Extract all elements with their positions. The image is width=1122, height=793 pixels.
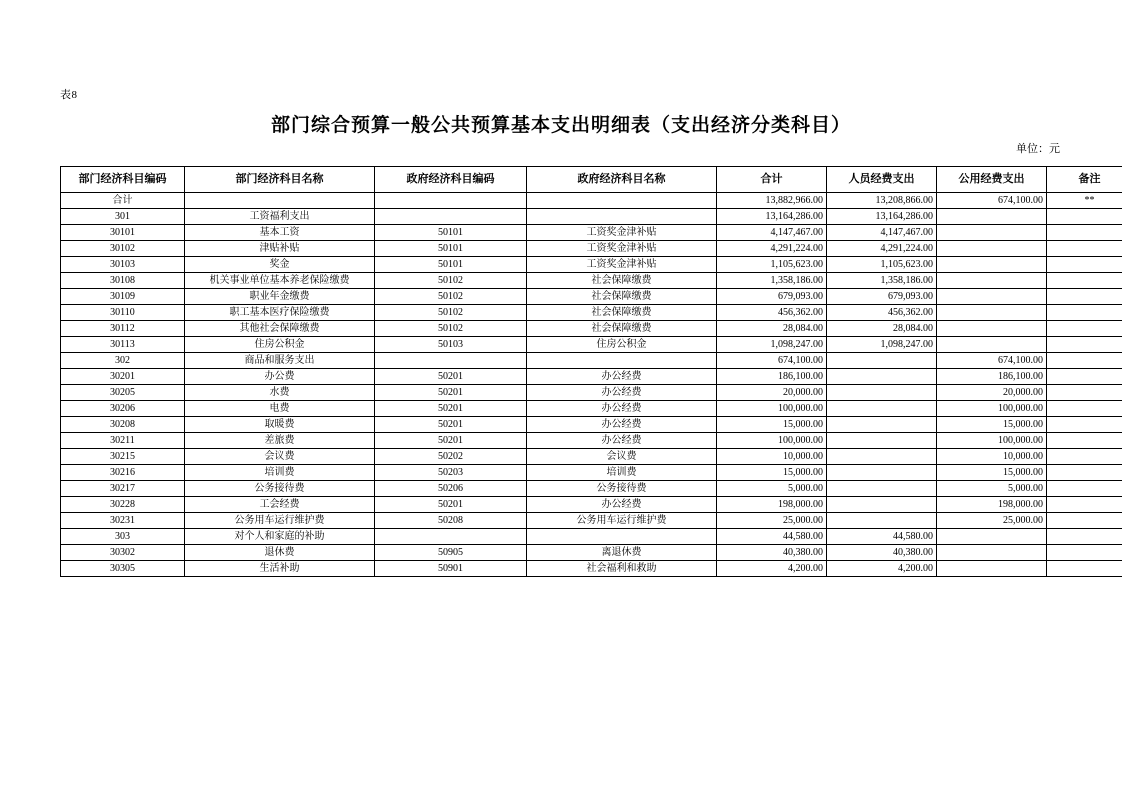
column-header-dept-code: 部门经济科目编码 bbox=[61, 167, 185, 193]
cell-dept-code: 30228 bbox=[61, 497, 185, 513]
table-row bbox=[61, 273, 1122, 289]
table-row bbox=[61, 257, 1122, 273]
cell-personnel: 4,291,224.00 bbox=[827, 241, 937, 257]
cell-remark bbox=[1047, 449, 1122, 465]
table-row bbox=[61, 305, 1122, 321]
cell-dept-name: 差旅费 bbox=[185, 433, 375, 449]
cell-dept-name: 对个人和家庭的补助 bbox=[185, 529, 375, 545]
table-row bbox=[61, 545, 1122, 561]
cell-total: 13,164,286.00 bbox=[717, 209, 827, 225]
cell-total: 28,084.00 bbox=[717, 321, 827, 337]
cell-gov-name: 社会福利和救助 bbox=[527, 561, 717, 577]
cell-public bbox=[937, 241, 1047, 257]
cell-gov-name: 办公经费 bbox=[527, 385, 717, 401]
cell-dept-name: 退休费 bbox=[185, 545, 375, 561]
cell-public: 15,000.00 bbox=[937, 417, 1047, 433]
cell-gov-code bbox=[375, 353, 527, 369]
cell-dept-name: 办公费 bbox=[185, 369, 375, 385]
cell-gov-name: 社会保障缴费 bbox=[527, 305, 717, 321]
cell-gov-name bbox=[527, 353, 717, 369]
cell-gov-name bbox=[527, 193, 717, 209]
cell-personnel: 1,098,247.00 bbox=[827, 337, 937, 353]
cell-total: 186,100.00 bbox=[717, 369, 827, 385]
cell-remark bbox=[1047, 273, 1122, 289]
cell-public bbox=[937, 289, 1047, 305]
cell-total: 4,291,224.00 bbox=[717, 241, 827, 257]
cell-personnel: 679,093.00 bbox=[827, 289, 937, 305]
cell-total: 4,147,467.00 bbox=[717, 225, 827, 241]
cell-total: 13,882,966.00 bbox=[717, 193, 827, 209]
cell-dept-code: 30208 bbox=[61, 417, 185, 433]
cell-gov-code: 50203 bbox=[375, 465, 527, 481]
cell-remark bbox=[1047, 289, 1122, 305]
cell-gov-code bbox=[375, 529, 527, 545]
cell-public bbox=[937, 257, 1047, 273]
cell-total: 198,000.00 bbox=[717, 497, 827, 513]
table-row bbox=[61, 465, 1122, 481]
cell-total: 100,000.00 bbox=[717, 401, 827, 417]
cell-total: 25,000.00 bbox=[717, 513, 827, 529]
cell-dept-name: 基本工资 bbox=[185, 225, 375, 241]
cell-gov-name: 工资奖金津补贴 bbox=[527, 241, 717, 257]
cell-gov-code: 50101 bbox=[375, 241, 527, 257]
cell-gov-name: 办公经费 bbox=[527, 401, 717, 417]
cell-gov-name: 离退休费 bbox=[527, 545, 717, 561]
cell-public bbox=[937, 225, 1047, 241]
cell-dept-name bbox=[185, 193, 375, 209]
table-row bbox=[61, 449, 1122, 465]
cell-dept-name: 其他社会保障缴费 bbox=[185, 321, 375, 337]
cell-total: 1,105,623.00 bbox=[717, 257, 827, 273]
cell-personnel bbox=[827, 369, 937, 385]
cell-dept-code: 合计 bbox=[61, 193, 185, 209]
cell-public: 186,100.00 bbox=[937, 369, 1047, 385]
cell-dept-name: 水费 bbox=[185, 385, 375, 401]
cell-dept-code: 30113 bbox=[61, 337, 185, 353]
cell-public bbox=[937, 273, 1047, 289]
cell-personnel: 44,580.00 bbox=[827, 529, 937, 545]
cell-personnel bbox=[827, 417, 937, 433]
cell-gov-code: 50202 bbox=[375, 449, 527, 465]
table-row bbox=[61, 337, 1122, 353]
cell-dept-code: 30109 bbox=[61, 289, 185, 305]
cell-total: 15,000.00 bbox=[717, 465, 827, 481]
cell-gov-code: 50206 bbox=[375, 481, 527, 497]
cell-dept-name: 取暖费 bbox=[185, 417, 375, 433]
cell-gov-code: 50208 bbox=[375, 513, 527, 529]
table-row bbox=[61, 369, 1122, 385]
table-row bbox=[61, 401, 1122, 417]
cell-gov-code: 50101 bbox=[375, 257, 527, 273]
cell-total: 674,100.00 bbox=[717, 353, 827, 369]
cell-public bbox=[937, 305, 1047, 321]
cell-dept-name: 津贴补贴 bbox=[185, 241, 375, 257]
cell-gov-code: 50101 bbox=[375, 225, 527, 241]
cell-public: 674,100.00 bbox=[937, 353, 1047, 369]
cell-personnel: 456,362.00 bbox=[827, 305, 937, 321]
cell-remark bbox=[1047, 385, 1122, 401]
cell-gov-name: 工资奖金津补贴 bbox=[527, 257, 717, 273]
cell-total: 679,093.00 bbox=[717, 289, 827, 305]
cell-total: 100,000.00 bbox=[717, 433, 827, 449]
column-header-remark: 备注 bbox=[1047, 167, 1122, 193]
cell-dept-name: 公务用车运行维护费 bbox=[185, 513, 375, 529]
cell-gov-code: 50201 bbox=[375, 417, 527, 433]
cell-personnel bbox=[827, 433, 937, 449]
budget-table bbox=[60, 166, 1122, 577]
table-row bbox=[61, 481, 1122, 497]
cell-remark bbox=[1047, 257, 1122, 273]
table-row bbox=[61, 225, 1122, 241]
cell-total: 20,000.00 bbox=[717, 385, 827, 401]
cell-dept-name: 工资福利支出 bbox=[185, 209, 375, 225]
table-row bbox=[61, 353, 1122, 369]
cell-gov-code bbox=[375, 209, 527, 225]
cell-dept-code: 30101 bbox=[61, 225, 185, 241]
cell-gov-name: 公务用车运行维护费 bbox=[527, 513, 717, 529]
cell-remark bbox=[1047, 321, 1122, 337]
cell-remark bbox=[1047, 481, 1122, 497]
cell-total: 4,200.00 bbox=[717, 561, 827, 577]
cell-gov-code: 50201 bbox=[375, 497, 527, 513]
cell-personnel bbox=[827, 497, 937, 513]
table-row bbox=[61, 417, 1122, 433]
cell-dept-name: 公务接待费 bbox=[185, 481, 375, 497]
cell-personnel: 28,084.00 bbox=[827, 321, 937, 337]
cell-personnel: 4,147,467.00 bbox=[827, 225, 937, 241]
cell-gov-name: 办公经费 bbox=[527, 417, 717, 433]
column-header-public: 公用经费支出 bbox=[937, 167, 1047, 193]
table-row bbox=[61, 433, 1122, 449]
cell-remark bbox=[1047, 209, 1122, 225]
cell-dept-code: 30302 bbox=[61, 545, 185, 561]
cell-personnel bbox=[827, 513, 937, 529]
table-row bbox=[61, 513, 1122, 529]
cell-public bbox=[937, 209, 1047, 225]
cell-dept-name: 机关事业单位基本养老保险缴费 bbox=[185, 273, 375, 289]
cell-personnel bbox=[827, 401, 937, 417]
cell-dept-code: 303 bbox=[61, 529, 185, 545]
cell-dept-code: 30205 bbox=[61, 385, 185, 401]
cell-gov-code: 50201 bbox=[375, 433, 527, 449]
cell-dept-name: 培训费 bbox=[185, 465, 375, 481]
cell-dept-name: 奖金 bbox=[185, 257, 375, 273]
cell-public: 674,100.00 bbox=[937, 193, 1047, 209]
cell-public: 100,000.00 bbox=[937, 433, 1047, 449]
table-row bbox=[61, 497, 1122, 513]
cell-gov-name: 办公经费 bbox=[527, 497, 717, 513]
cell-dept-name: 工会经费 bbox=[185, 497, 375, 513]
cell-total: 44,580.00 bbox=[717, 529, 827, 545]
cell-remark bbox=[1047, 465, 1122, 481]
cell-gov-name bbox=[527, 209, 717, 225]
cell-dept-code: 30201 bbox=[61, 369, 185, 385]
cell-dept-code: 30217 bbox=[61, 481, 185, 497]
cell-personnel: 13,164,286.00 bbox=[827, 209, 937, 225]
cell-public: 15,000.00 bbox=[937, 465, 1047, 481]
cell-personnel: 1,105,623.00 bbox=[827, 257, 937, 273]
table-row bbox=[61, 241, 1122, 257]
cell-total: 1,098,247.00 bbox=[717, 337, 827, 353]
cell-gov-name: 办公经费 bbox=[527, 369, 717, 385]
cell-gov-code bbox=[375, 193, 527, 209]
cell-gov-code: 50201 bbox=[375, 385, 527, 401]
table-row bbox=[61, 289, 1122, 305]
cell-gov-name bbox=[527, 529, 717, 545]
cell-dept-name: 住房公积金 bbox=[185, 337, 375, 353]
table-row bbox=[61, 529, 1122, 545]
cell-dept-code: 30211 bbox=[61, 433, 185, 449]
table-row bbox=[61, 193, 1122, 209]
table-row bbox=[61, 561, 1122, 577]
cell-personnel: 1,358,186.00 bbox=[827, 273, 937, 289]
cell-gov-code: 50103 bbox=[375, 337, 527, 353]
cell-dept-name: 商品和服务支出 bbox=[185, 353, 375, 369]
column-header-total: 合计 bbox=[717, 167, 827, 193]
cell-gov-code: 50201 bbox=[375, 401, 527, 417]
cell-public: 10,000.00 bbox=[937, 449, 1047, 465]
cell-dept-code: 30216 bbox=[61, 465, 185, 481]
cell-remark bbox=[1047, 433, 1122, 449]
cell-dept-code: 30102 bbox=[61, 241, 185, 257]
cell-gov-name: 社会保障缴费 bbox=[527, 273, 717, 289]
table-header-row bbox=[61, 167, 1122, 193]
cell-public bbox=[937, 545, 1047, 561]
cell-gov-name: 办公经费 bbox=[527, 433, 717, 449]
cell-gov-code: 50102 bbox=[375, 273, 527, 289]
cell-public bbox=[937, 529, 1047, 545]
cell-total: 15,000.00 bbox=[717, 417, 827, 433]
cell-public: 20,000.00 bbox=[937, 385, 1047, 401]
cell-remark bbox=[1047, 497, 1122, 513]
cell-personnel bbox=[827, 481, 937, 497]
cell-remark bbox=[1047, 337, 1122, 353]
cell-gov-name: 工资奖金津补贴 bbox=[527, 225, 717, 241]
cell-public: 5,000.00 bbox=[937, 481, 1047, 497]
cell-remark bbox=[1047, 529, 1122, 545]
page-title: 部门综合预算一般公共预算基本支出明细表（支出经济分类科目） bbox=[270, 115, 851, 136]
cell-dept-name: 会议费 bbox=[185, 449, 375, 465]
cell-public bbox=[937, 321, 1047, 337]
cell-remark bbox=[1047, 561, 1122, 577]
cell-remark: ** bbox=[1047, 193, 1122, 209]
unit-label: 单位：元 bbox=[1016, 143, 1060, 155]
cell-remark bbox=[1047, 305, 1122, 321]
cell-gov-name: 住房公积金 bbox=[527, 337, 717, 353]
cell-dept-name: 生活补助 bbox=[185, 561, 375, 577]
cell-gov-code: 50201 bbox=[375, 369, 527, 385]
cell-public bbox=[937, 337, 1047, 353]
cell-dept-code: 30103 bbox=[61, 257, 185, 273]
cell-remark bbox=[1047, 225, 1122, 241]
cell-total: 10,000.00 bbox=[717, 449, 827, 465]
cell-gov-code: 50901 bbox=[375, 561, 527, 577]
cell-dept-code: 30108 bbox=[61, 273, 185, 289]
cell-remark bbox=[1047, 241, 1122, 257]
cell-dept-code: 30305 bbox=[61, 561, 185, 577]
cell-dept-code: 30206 bbox=[61, 401, 185, 417]
cell-personnel bbox=[827, 449, 937, 465]
cell-gov-name: 社会保障缴费 bbox=[527, 321, 717, 337]
table-row bbox=[61, 385, 1122, 401]
cell-dept-code: 30231 bbox=[61, 513, 185, 529]
cell-personnel bbox=[827, 465, 937, 481]
cell-public: 100,000.00 bbox=[937, 401, 1047, 417]
cell-dept-name: 职业年金缴费 bbox=[185, 289, 375, 305]
cell-public: 198,000.00 bbox=[937, 497, 1047, 513]
cell-gov-name: 培训费 bbox=[527, 465, 717, 481]
table-row bbox=[61, 321, 1122, 337]
cell-remark bbox=[1047, 401, 1122, 417]
cell-total: 1,358,186.00 bbox=[717, 273, 827, 289]
cell-public: 25,000.00 bbox=[937, 513, 1047, 529]
table-row bbox=[61, 209, 1122, 225]
cell-gov-code: 50102 bbox=[375, 305, 527, 321]
cell-remark bbox=[1047, 417, 1122, 433]
cell-remark bbox=[1047, 545, 1122, 561]
cell-personnel bbox=[827, 353, 937, 369]
cell-dept-code: 30110 bbox=[61, 305, 185, 321]
cell-dept-code: 30215 bbox=[61, 449, 185, 465]
cell-gov-code: 50102 bbox=[375, 289, 527, 305]
cell-personnel: 40,380.00 bbox=[827, 545, 937, 561]
cell-dept-name: 职工基本医疗保险缴费 bbox=[185, 305, 375, 321]
cell-public bbox=[937, 561, 1047, 577]
column-header-dept-name: 部门经济科目名称 bbox=[185, 167, 375, 193]
cell-remark bbox=[1047, 353, 1122, 369]
cell-gov-name: 公务接待费 bbox=[527, 481, 717, 497]
cell-total: 40,380.00 bbox=[717, 545, 827, 561]
cell-gov-name: 会议费 bbox=[527, 449, 717, 465]
cell-dept-code: 302 bbox=[61, 353, 185, 369]
cell-remark bbox=[1047, 369, 1122, 385]
cell-dept-code: 301 bbox=[61, 209, 185, 225]
cell-gov-code: 50905 bbox=[375, 545, 527, 561]
column-header-personnel: 人员经费支出 bbox=[827, 167, 937, 193]
cell-dept-name: 电费 bbox=[185, 401, 375, 417]
cell-personnel: 4,200.00 bbox=[827, 561, 937, 577]
column-header-gov-name: 政府经济科目名称 bbox=[527, 167, 717, 193]
cell-personnel bbox=[827, 385, 937, 401]
cell-personnel: 13,208,866.00 bbox=[827, 193, 937, 209]
cell-remark bbox=[1047, 513, 1122, 529]
cell-total: 456,362.00 bbox=[717, 305, 827, 321]
cell-gov-name: 社会保障缴费 bbox=[527, 289, 717, 305]
cell-total: 5,000.00 bbox=[717, 481, 827, 497]
cell-dept-code: 30112 bbox=[61, 321, 185, 337]
table-number-label: 表8 bbox=[60, 89, 78, 101]
cell-gov-code: 50102 bbox=[375, 321, 527, 337]
column-header-gov-code: 政府经济科目编码 bbox=[375, 167, 527, 193]
